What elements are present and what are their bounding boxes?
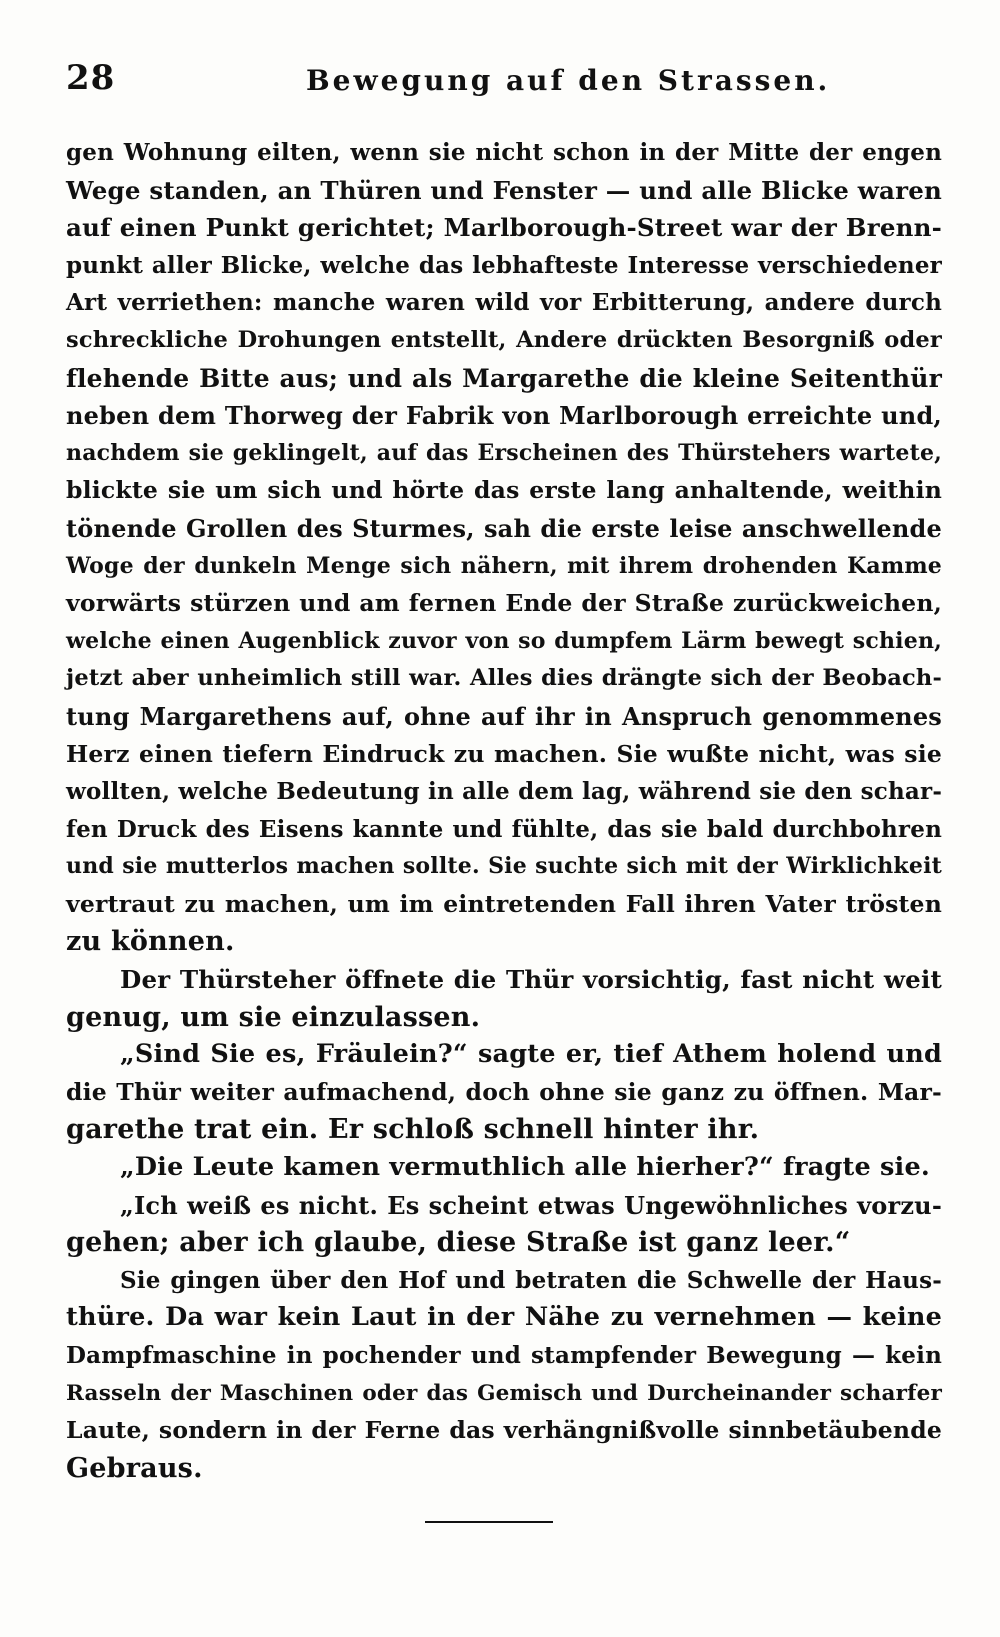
text-line: gehen; aber ich glaube, diese Straße ist ganz leer.“ [66, 1227, 851, 1259]
text-line: Dampfmaschine in pochender und stampfender Bewegung — kein [66, 1342, 942, 1369]
text-line: wollten, welche Bedeutung in alle dem lag, während sie den schar- [66, 778, 943, 806]
text-line: Rasseln der Maschinen oder das Gemisch und Durcheinander scharfer [66, 1380, 942, 1406]
section-end-rule [425, 1521, 553, 1523]
text-line: „Die Leute kamen vermuthlich alle hierher?“ fragte sie. [120, 1152, 930, 1183]
text-line: blickte sie um sich und hörte das erste lang anhaltende, weithin [66, 476, 942, 505]
text-line: zu können. [66, 926, 235, 958]
text-line: Art verriethen: manche waren wild vor Erbitterung, andere durch [66, 289, 942, 317]
text-line: die Thür weiter aufmachend, doch ohne sie ganz zu öffnen. Mar- [66, 1077, 942, 1106]
text-line: gen Wohnung eilten, wenn sie nicht schon in der Mitte der engen [66, 139, 942, 166]
text-line: vertraut zu machen, um im eintretenden Fall ihren Vater trösten [66, 889, 942, 918]
text-line: schreckliche Drohungen entstellt, Andere drückten Besorgniß oder [66, 326, 942, 353]
page-number: 28 [66, 58, 116, 98]
text-line: welche einen Augenblick zuvor von so dumpfem Lärm bewegt schien, [66, 627, 942, 654]
running-title: Bewegung auf den Strassen. [306, 64, 831, 97]
text-line: vorwärts stürzen und am fernen Ende der Straße zurückweichen, [66, 589, 942, 618]
text-line: „Sind Sie es, Fräulein?“ sagte er, tief Athem holend und [120, 1039, 942, 1070]
text-line: Sie gingen über den Hof und betraten die Schwelle der Haus- [120, 1266, 942, 1294]
text-line: thüre. Da war kein Laut in der Nähe zu vernehmen — keine [66, 1302, 942, 1333]
text-line: Gebraus. [66, 1452, 203, 1484]
text-line: tönende Grollen des Sturmes, sah die erste leise anschwellende [66, 513, 942, 543]
text-line: auf einen Punkt gerichtet; Marlborough-Street war der Brenn- [66, 213, 942, 243]
text-line: Herz einen tiefern Eindruck zu machen. Sie wußte nicht, was sie [66, 739, 942, 768]
text-line: und sie mutterlos machen sollte. Sie suchte sich mit der Wirklichkeit [66, 853, 942, 880]
text-line: neben dem Thorweg der Fabrik von Marlborough erreichte und, [66, 401, 942, 431]
text-line: nachdem sie geklingelt, auf das Erscheinen des Thürstehers wartete, [66, 439, 942, 466]
text-line: garethe trat ein. Er schloß schnell hinter ihr. [66, 1114, 760, 1146]
text-line: jetzt aber unheimlich still war. Alles dies drängte sich der Beobach- [66, 665, 942, 692]
text-line: genug, um sie einzulassen. [66, 1001, 481, 1033]
text-line: fen Druck des Eisens kannte und fühlte, das sie bald durchbohren [66, 815, 942, 843]
text-line: flehende Bitte aus; und als Margarethe die kleine Seitenthür [66, 363, 942, 393]
text-line: punkt aller Blicke, welche das lebhafteste Interesse verschiedener [66, 251, 942, 279]
body-text [66, 134, 942, 1487]
text-line: tung Margarethens auf, ohne auf ihr in Anspruch genommenes [66, 701, 942, 731]
text-line: Laute, sondern in der Ferne das verhängnißvolle sinnbetäubende [66, 1416, 942, 1445]
text-line: „Ich weiß es nicht. Es scheint etwas Ungewöhnliches vorzu- [120, 1190, 942, 1220]
text-line: Der Thürsteher öffnete die Thür vorsichtig, fast nicht weit [120, 965, 942, 995]
text-line: Woge der dunkeln Menge sich nähern, mit ihrem drohenden Kamme [66, 552, 942, 579]
text-line: Wege standen, an Thüren und Fenster — und alle Blicke waren [66, 175, 942, 205]
running-head [66, 58, 942, 108]
